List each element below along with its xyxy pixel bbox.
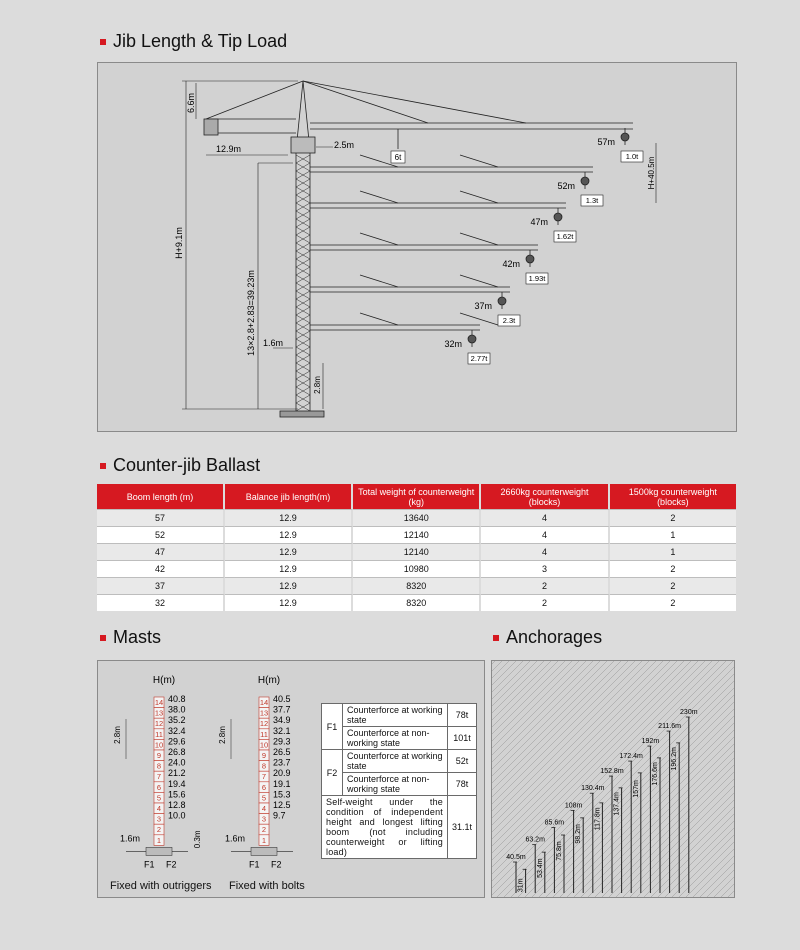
trolley-icon	[621, 133, 629, 141]
f1-force-label: F1	[144, 859, 155, 870]
outriggers-caption: Fixed with outriggers	[110, 880, 212, 892]
cell: 13640	[353, 509, 481, 526]
f1-nonworking-value: 101t	[448, 727, 477, 750]
mast-height-value: 19.1	[273, 778, 291, 789]
mast-height-value: 38.0	[168, 704, 186, 715]
section-marker-icon	[100, 635, 106, 641]
tip-load-label: 1.3t	[585, 196, 599, 205]
cell: 4	[481, 526, 609, 543]
hatch-pattern	[492, 661, 734, 897]
cell: 47	[97, 543, 225, 560]
cell: 8320	[353, 577, 481, 594]
mast-height-value: 29.6	[168, 736, 186, 747]
mast-section-number: 5	[261, 793, 267, 803]
mast-height-label: 13×2.8+2.83=39.23m	[246, 270, 256, 356]
jib-tie	[360, 233, 398, 245]
anchorages-title-text: Anchorages	[506, 627, 603, 647]
cell: 2	[481, 577, 609, 594]
anchorage-label: 196.2m	[671, 747, 679, 771]
anchorage-label: 137.4m	[613, 792, 621, 816]
table-row	[97, 577, 736, 594]
ballast-title-text: Counter-jib Ballast	[113, 455, 261, 475]
col-balance-jib: Balance jib length(m)	[225, 484, 353, 509]
trolley-icon	[498, 297, 506, 305]
ballast-table	[97, 484, 736, 611]
anchorage-label: 53.4m	[536, 858, 544, 878]
trolley-icon	[526, 255, 534, 263]
f2-working-value: 52t	[448, 750, 477, 773]
mast-section-number: 1	[156, 835, 162, 845]
cell: 1	[610, 543, 736, 560]
max-load-label: 6t	[394, 153, 402, 162]
cell: 2	[610, 577, 736, 594]
f2-working-label: Counterforce at working state	[343, 750, 448, 773]
anchorage-label: 85.6m	[544, 819, 565, 827]
f1-force-label: F1	[249, 859, 260, 870]
cell: 42	[97, 560, 225, 577]
table-row	[97, 560, 736, 577]
anchorages-chart	[492, 661, 734, 897]
mast-height-value: 19.4	[168, 778, 186, 789]
section-length-label: 2.8m	[218, 726, 227, 744]
mast-height-value: 9.7	[273, 810, 286, 821]
tip-load-label: 2.77t	[470, 354, 488, 363]
mast-section-number: 8	[261, 761, 267, 771]
tip-load-label: 1.0t	[625, 152, 639, 161]
f1-working-label: Counterforce at working state	[343, 704, 448, 727]
anchorage-label: 31m	[517, 878, 525, 893]
section-marker-icon	[100, 463, 106, 469]
mast-section-number: 4	[261, 804, 267, 813]
mast-height-value: 23.7	[273, 757, 291, 768]
section-marker-icon	[100, 39, 106, 45]
mast-section-number: 13	[154, 708, 164, 718]
mast-section-number: 13	[259, 708, 269, 718]
mast-height-value: 26.8	[168, 747, 186, 757]
table-row	[322, 704, 477, 727]
f1-working-value: 78t	[448, 704, 477, 727]
trolley-offset-label: 2.5m	[334, 140, 355, 150]
mast-section-number: 7	[261, 772, 267, 782]
trolley-icon	[468, 335, 476, 343]
mast-height-value: 15.6	[168, 789, 186, 800]
anchorage-label: 152.8m	[600, 768, 624, 776]
cell: 8320	[353, 594, 481, 611]
tip-load-label: 2.3t	[502, 316, 516, 325]
masts-title-text: Masts	[113, 627, 162, 647]
trolley-icon	[554, 213, 562, 221]
cell: 12140	[353, 526, 481, 543]
mast-section-number: 3	[261, 814, 267, 824]
cell: 4	[481, 509, 609, 526]
table-row	[322, 796, 477, 859]
tip-load-label: 1.93t	[528, 274, 546, 283]
cell: 52	[97, 526, 225, 543]
mast-width-label: 1.6m	[263, 338, 284, 348]
mast-height-value: 20.9	[273, 768, 291, 779]
anchorages-section-title	[493, 627, 602, 648]
f2-nonworking-label: Counterforce at non-working state	[343, 773, 448, 796]
mast-height-value: 32.1	[273, 725, 291, 736]
mast-height-value: 24.0	[168, 757, 186, 768]
table-row	[97, 526, 736, 543]
jib-diagram	[98, 63, 736, 431]
masts-section-title	[100, 627, 161, 648]
mast-section-number: 14	[154, 698, 164, 707]
jib-length-label: 52m	[557, 181, 575, 191]
cell: 32	[97, 594, 225, 611]
anchorage-label: 230m	[680, 709, 698, 716]
mast-height-value: 10.0	[168, 810, 186, 821]
trolley-icon	[581, 177, 589, 185]
jib-length-label: 42m	[502, 259, 520, 269]
f2-force-label: F2	[271, 859, 282, 870]
cell: 2	[610, 509, 736, 526]
counter-jib-label: 12.9m	[216, 144, 242, 154]
counterforce-table	[321, 703, 477, 859]
cell: 12.9	[225, 594, 353, 611]
gap-label: 0.3m	[193, 830, 202, 849]
cell: 12.9	[225, 577, 353, 594]
mast-section-number: 10	[259, 740, 269, 750]
jib-tie	[460, 233, 498, 245]
anchorage-label: 40.5m	[506, 854, 526, 862]
ballast-section-title	[100, 455, 260, 476]
mast-section-number: 7	[156, 772, 162, 782]
jib-tie	[460, 313, 498, 325]
table-row	[97, 594, 736, 611]
mast-section-number: 4	[156, 804, 162, 813]
mast-width-label: 1.6m	[120, 833, 141, 844]
bolts-caption: Fixed with bolts	[229, 880, 305, 892]
anchorage-label: 98.2m	[575, 824, 583, 844]
cell: 2	[610, 594, 736, 611]
mast-section-number: 9	[261, 751, 267, 760]
mast-base	[251, 847, 277, 855]
f2-label: F2	[322, 750, 343, 796]
jib-tie	[460, 275, 498, 287]
mast-section-number: 12	[154, 719, 164, 729]
jib-length-label: 32m	[444, 339, 462, 349]
jib-tie	[360, 191, 398, 203]
free-height-label: H+9.1m	[174, 227, 184, 259]
mast-outriggers	[113, 675, 202, 869]
cell: 4	[481, 543, 609, 560]
mast-section-number: 1	[261, 835, 267, 845]
anchorage-label: 130.4m	[581, 785, 605, 793]
mast-height-value: 35.2	[168, 715, 186, 726]
mast-height-value: 34.9	[273, 715, 291, 726]
cell: 12140	[353, 543, 481, 560]
mast-section-number: 11	[260, 729, 268, 739]
jib-section-title	[100, 31, 287, 52]
mast-height-value: 12.8	[168, 800, 186, 810]
mast-width-label: 1.6m	[225, 833, 246, 844]
anchorage-label: 176.6m	[652, 762, 659, 786]
self-weight-label: Self-weight under the condition of independent height and longest lifting boom (not including counterweight or lifting load)	[322, 796, 448, 859]
mast-section-number: 11	[155, 729, 163, 739]
mast-height-value: 12.5	[273, 800, 291, 810]
mast-section-number: 3	[156, 814, 162, 824]
jib-tie	[360, 275, 398, 287]
mast-height-value: 37.7	[273, 704, 291, 715]
mast-section-number: 8	[156, 761, 162, 771]
anchorage-label: 192m	[641, 738, 660, 746]
mast-base	[146, 847, 172, 855]
mast-height-value: 32.4	[168, 725, 186, 736]
anchorage-label: 75.8m	[556, 841, 563, 861]
jib-tie	[460, 155, 498, 167]
anchorage-label: 63.2m	[525, 836, 545, 844]
mast-section-number: 2	[261, 825, 267, 835]
h-axis-label: H(m)	[257, 675, 281, 686]
mast-height-value: 26.5	[273, 747, 291, 757]
cell: 12.9	[225, 543, 353, 560]
cell: 12.9	[225, 560, 353, 577]
mast-section-number: 12	[259, 719, 269, 729]
jib-tie	[360, 313, 398, 325]
mast-height-value: 40.5	[273, 694, 291, 704]
mast-height-value: 40.8	[168, 694, 186, 704]
tip-load-label: 1.62t	[556, 232, 574, 241]
table-row	[322, 773, 477, 796]
table-row	[97, 509, 736, 526]
mast-height-value: 21.2	[168, 768, 186, 779]
table-row	[97, 543, 736, 560]
col-total-weight: Total weight of counterweight (kg)	[353, 484, 481, 509]
masts-diagram	[98, 661, 318, 897]
jib-length-label: 57m	[597, 137, 615, 147]
mast-section-number: 6	[156, 782, 162, 792]
mast-height-value: 15.3	[273, 789, 291, 800]
f1-label: F1	[322, 704, 343, 750]
jib-length-label: 47m	[530, 217, 548, 227]
hook-height-label: H+40.5m	[647, 156, 656, 190]
mast-section-number: 10	[154, 740, 164, 750]
cell: 1	[610, 526, 736, 543]
jib-diagram-panel	[97, 62, 737, 432]
mast-section-number: 5	[156, 793, 162, 803]
table-row	[322, 727, 477, 750]
section-length-label: 2.8m	[113, 726, 122, 744]
anchorage-label: 172.4m	[619, 753, 643, 761]
section-height-label: 2.8m	[313, 376, 322, 394]
section-marker-icon	[493, 635, 499, 641]
cell: 12.9	[225, 509, 353, 526]
cell: 10980	[353, 560, 481, 577]
col-boom-length: Boom length (m)	[97, 484, 225, 509]
mast-section-number: 2	[156, 825, 162, 835]
anchorage-label: 108m	[564, 802, 583, 810]
anchorages-panel	[491, 660, 735, 898]
head-height-label: 6.6m	[186, 92, 196, 114]
ballast-header-row	[97, 484, 736, 509]
jib-length-label: 37m	[474, 301, 492, 311]
jib-tie	[460, 191, 498, 203]
cell: 3	[481, 560, 609, 577]
jib-title-text: Jib Length & Tip Load	[113, 31, 288, 51]
f2-nonworking-value: 78t	[448, 773, 477, 796]
mast-section-number: 14	[259, 698, 269, 707]
self-weight-value: 31.1t	[448, 796, 477, 859]
f1-nonworking-label: Counterforce at non-working state	[343, 727, 448, 750]
anchorage-label: 157m	[632, 780, 640, 798]
cell: 37	[97, 577, 225, 594]
anchorage-label: 117.8m	[594, 807, 602, 831]
mast-bolts	[218, 675, 293, 869]
col-1500kg: 1500kg counterweight (blocks)	[610, 484, 736, 509]
anchorage-label: 211.6m	[658, 723, 682, 731]
mast-height-value: 29.3	[273, 736, 291, 747]
cell: 57	[97, 509, 225, 526]
cell: 2	[610, 560, 736, 577]
col-2660kg: 2660kg counterweight (blocks)	[481, 484, 609, 509]
cell: 12.9	[225, 526, 353, 543]
cell: 2	[481, 594, 609, 611]
f2-force-label: F2	[166, 859, 177, 870]
mast-section-number: 9	[156, 751, 162, 760]
table-row	[322, 750, 477, 773]
mast-section-number: 6	[261, 782, 267, 792]
h-axis-label: H(m)	[152, 675, 176, 686]
